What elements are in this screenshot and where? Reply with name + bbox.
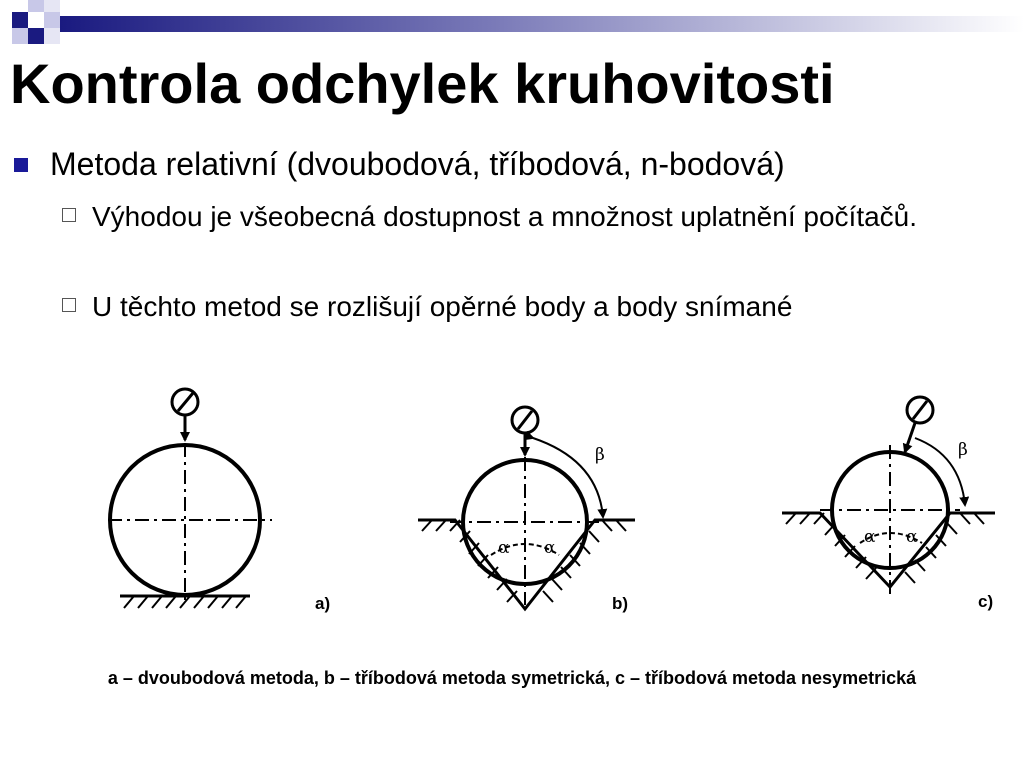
square-bullet-icon bbox=[14, 158, 28, 172]
diagram-c-three-point-asymmetric bbox=[782, 397, 995, 611]
hollow-square-bullet-icon bbox=[62, 208, 76, 222]
roundness-methods-diagram bbox=[60, 365, 1010, 650]
beta-label: β bbox=[595, 445, 605, 465]
label-a: a) bbox=[315, 594, 331, 613]
dial-gauge-icon bbox=[512, 407, 538, 433]
bullet-text: Výhodou je všeobecná dostupnost a množnost uplatnění počítačů. bbox=[92, 201, 918, 232]
header-decoration bbox=[0, 0, 1024, 48]
label-b: b) bbox=[612, 594, 629, 613]
bullet-text: U těchto metod se rozlišují opěrné body a body snímané bbox=[92, 291, 793, 322]
alpha-label: α bbox=[544, 538, 556, 558]
label-c: c) bbox=[978, 592, 994, 611]
alpha-label: α bbox=[906, 527, 918, 547]
beta-label: β bbox=[958, 440, 968, 460]
bullet-text: Metoda relativní (dvoubodová, tříbodová, n-bodová) bbox=[50, 146, 785, 182]
dial-gauge-icon bbox=[172, 389, 198, 415]
diagram-b-three-point-symmetric bbox=[418, 407, 635, 613]
alpha-label: α bbox=[498, 538, 510, 558]
figure-caption: a – dvoubodová metoda, b – tříbodová metoda symetrická, c – tříbodová metoda nesymetrická bbox=[107, 668, 917, 688]
diagram-a-two-point bbox=[108, 389, 330, 613]
alpha-label: α bbox=[864, 527, 876, 547]
dial-gauge-icon bbox=[907, 397, 933, 423]
hollow-square-bullet-icon bbox=[62, 298, 76, 312]
page-title: Kontrola odchylek kruhovitosti bbox=[10, 52, 835, 115]
